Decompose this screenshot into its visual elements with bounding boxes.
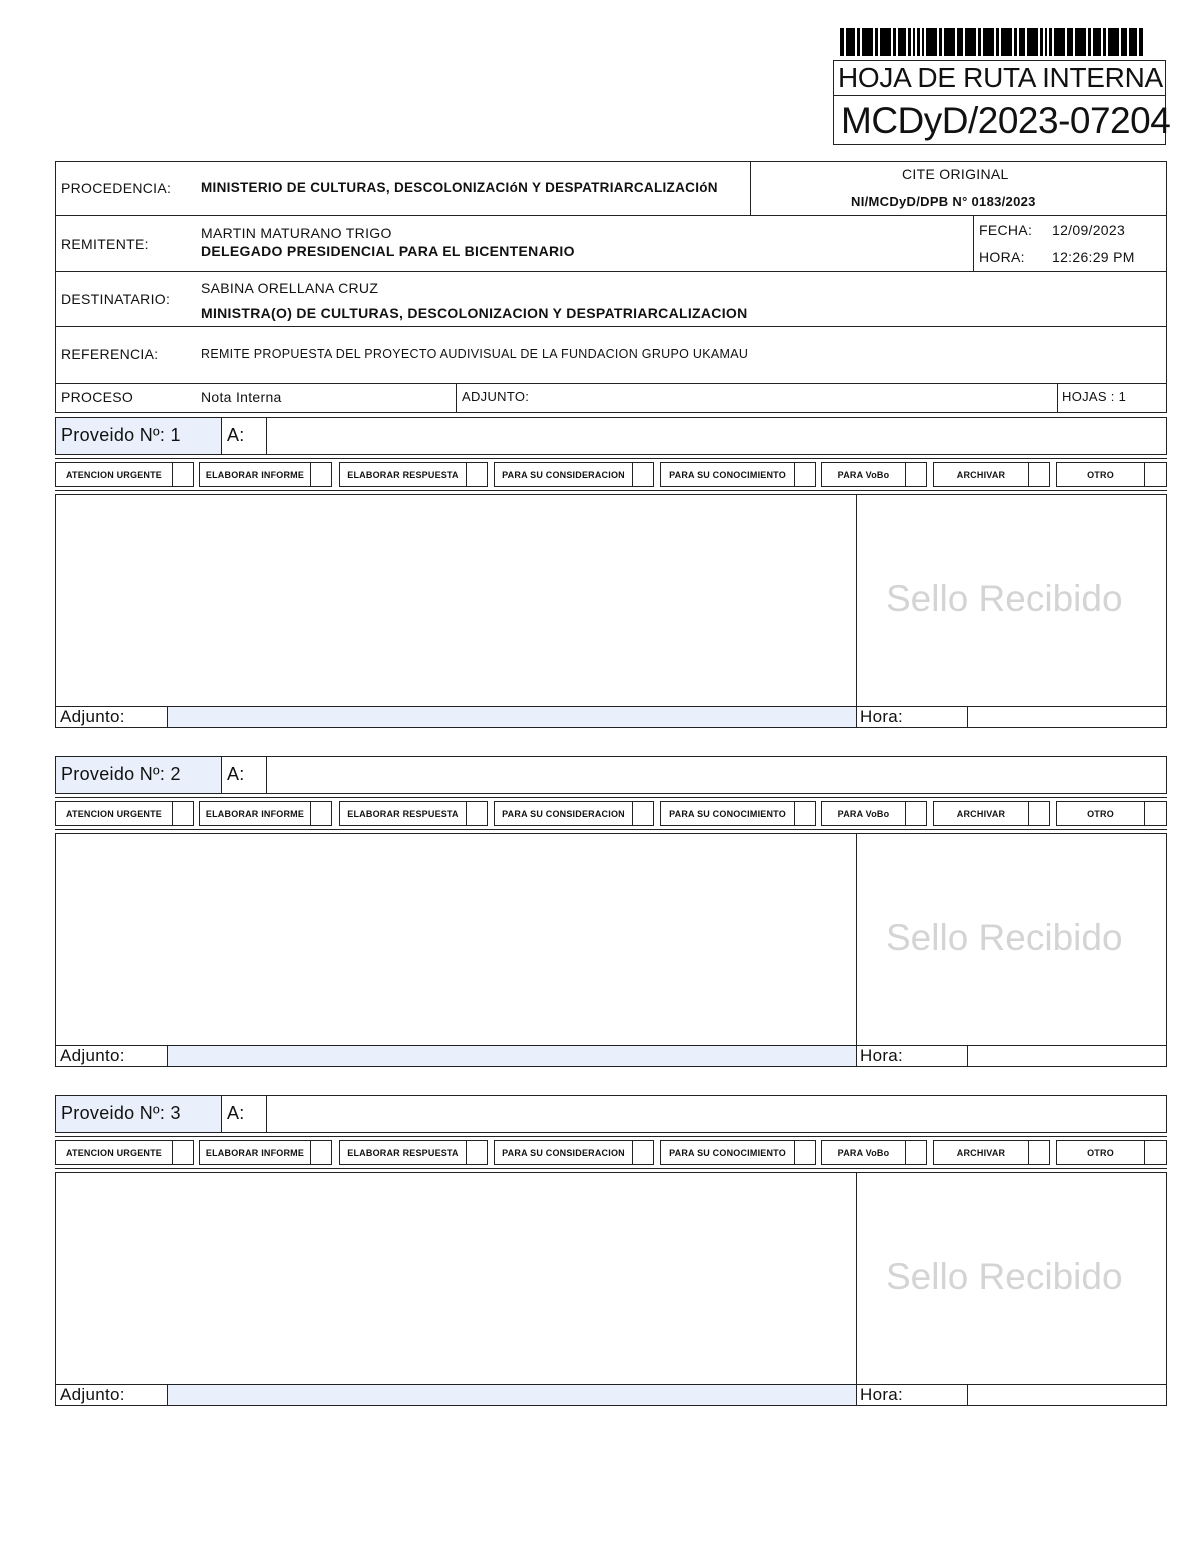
option-label: ARCHIVAR	[956, 470, 1006, 480]
hojas-label: HOJAS : 1	[1062, 389, 1127, 404]
option-label: PARA SU CONOCIMIENTO	[669, 1148, 786, 1158]
proveido-title: Proveido Nº: 2	[61, 764, 181, 784]
option-label: PARA VoBo	[837, 1148, 890, 1158]
option-label: PARA VoBo	[837, 470, 890, 480]
option-label-box	[199, 1140, 311, 1165]
hora-label: Hora:	[860, 1385, 904, 1404]
option-checkbox[interactable]	[172, 462, 194, 487]
destinatario-name: SABINA ORELLANA CRUZ	[201, 280, 379, 296]
option-label: ELABORAR INFORME	[205, 1148, 305, 1158]
option-label: OTRO	[1087, 470, 1114, 480]
option-label-box	[660, 462, 795, 487]
option-checkbox[interactable]	[466, 1140, 488, 1165]
stamp-placeholder: Sello Recibido	[886, 578, 1123, 619]
proveido-a-label: A:	[227, 425, 245, 445]
option-label: PARA SU CONSIDERACION	[502, 1148, 625, 1158]
proveido-notes[interactable]	[55, 833, 857, 1046]
option-label-box	[933, 462, 1029, 487]
options-row	[55, 458, 1167, 490]
option-label-box	[494, 462, 633, 487]
option-label: OTRO	[1087, 809, 1114, 819]
option-label: ELABORAR RESPUESTA	[347, 809, 459, 819]
proveido-block	[55, 1095, 1167, 1407]
proveido-a-field[interactable]	[266, 1095, 1167, 1133]
option-label: ELABORAR RESPUESTA	[347, 1148, 459, 1158]
procedencia-label: PROCEDENCIA:	[61, 180, 172, 196]
option-label: ELABORAR RESPUESTA	[347, 470, 459, 480]
option-label-box	[494, 1140, 633, 1165]
option-label-box	[199, 462, 311, 487]
option-label-box	[339, 1140, 467, 1165]
option-label: ARCHIVAR	[956, 809, 1006, 819]
hora-value: 12:26:29 PM	[1052, 249, 1135, 265]
adjunto-label: Adjunto:	[60, 1385, 125, 1404]
proveido-notes[interactable]	[55, 494, 857, 707]
option-label-box	[1056, 1140, 1145, 1165]
option-checkbox[interactable]	[794, 801, 816, 826]
option-label: ATENCION URGENTE	[65, 470, 163, 480]
option-label-box	[660, 801, 795, 826]
option-label-box	[821, 462, 906, 487]
destinatario-position: MINISTRA(O) DE CULTURAS, DESCOLONIZACION Y DESPATRIARCALIZACION	[201, 305, 748, 321]
option-checkbox[interactable]	[905, 462, 927, 487]
referencia-label: REFERENCIA:	[61, 346, 159, 362]
hora-field[interactable]	[856, 706, 968, 728]
option-checkbox[interactable]	[1028, 801, 1050, 826]
proveido-a-field[interactable]	[266, 756, 1167, 794]
option-checkbox[interactable]	[172, 1140, 194, 1165]
option-label-box	[821, 801, 906, 826]
option-checkbox[interactable]	[1028, 1140, 1050, 1165]
option-label-box	[660, 1140, 795, 1165]
option-checkbox[interactable]	[905, 1140, 927, 1165]
option-checkbox[interactable]	[632, 462, 654, 487]
proveido-block	[55, 756, 1167, 1068]
fecha-label: FECHA:	[979, 222, 1033, 238]
option-label-box	[1056, 801, 1145, 826]
option-label-box	[55, 1140, 173, 1165]
fecha-value: 12/09/2023	[1052, 222, 1126, 238]
adjunto-label: Adjunto:	[60, 1046, 125, 1065]
option-checkbox[interactable]	[794, 1140, 816, 1165]
option-label-box	[933, 1140, 1029, 1165]
option-checkbox[interactable]	[632, 801, 654, 826]
destinatario-label: DESTINATARIO:	[61, 291, 171, 307]
option-label-box	[821, 1140, 906, 1165]
option-label: PARA VoBo	[837, 809, 890, 819]
proveido-a-label: A:	[227, 1103, 245, 1123]
proveido-block	[55, 417, 1167, 729]
option-checkbox[interactable]	[310, 462, 332, 487]
hora-label: Hora:	[860, 1046, 904, 1065]
barcode	[840, 28, 1198, 56]
proveido-a-label: A:	[227, 764, 245, 784]
doc-type-box	[833, 60, 1166, 96]
proceso-label: PROCESO	[61, 389, 134, 405]
option-checkbox[interactable]	[172, 801, 194, 826]
option-checkbox[interactable]	[1144, 801, 1167, 826]
option-checkbox[interactable]	[466, 462, 488, 487]
proveido-title: Proveido Nº: 3	[61, 1103, 181, 1123]
adjunto-field[interactable]	[167, 1384, 857, 1406]
option-label-box	[55, 462, 173, 487]
option-label: PARA SU CONOCIMIENTO	[669, 809, 786, 819]
procedencia-value: MINISTERIO DE CULTURAS, DESCOLONIZACIóN Y DESPATRIARCALIZACIóN	[201, 180, 718, 195]
option-label: OTRO	[1087, 1148, 1114, 1158]
option-label-box	[339, 801, 467, 826]
doc-number-box	[833, 95, 1171, 145]
option-label-box	[199, 801, 311, 826]
proceso-value: Nota Interna	[201, 389, 282, 405]
option-checkbox[interactable]	[310, 801, 332, 826]
option-label: PARA SU CONSIDERACION	[502, 809, 625, 819]
adjunto-label: ADJUNTO:	[462, 389, 530, 404]
hora-label: Hora:	[860, 707, 904, 726]
option-checkbox[interactable]	[1144, 1140, 1167, 1165]
options-row	[55, 1136, 1167, 1168]
proveido-title: Proveido Nº: 1	[61, 425, 181, 445]
option-label-box	[933, 801, 1029, 826]
hora-value-field[interactable]	[967, 706, 1167, 728]
option-checkbox[interactable]	[310, 1140, 332, 1165]
proveido-a-field[interactable]	[266, 417, 1167, 455]
remitente-label: REMITENTE:	[61, 236, 149, 252]
option-label: ELABORAR INFORME	[205, 809, 305, 819]
option-label: PARA SU CONOCIMIENTO	[669, 470, 786, 480]
option-label-box	[1056, 462, 1145, 487]
option-label: ELABORAR INFORME	[205, 470, 305, 480]
options-row	[55, 797, 1167, 829]
cite-original-value: NI/MCDyD/DPB N° 0183/2023	[851, 194, 1036, 209]
option-checkbox[interactable]	[466, 801, 488, 826]
option-label-box	[339, 462, 467, 487]
option-checkbox[interactable]	[632, 1140, 654, 1165]
stamp-placeholder: Sello Recibido	[886, 1256, 1123, 1297]
option-checkbox[interactable]	[794, 462, 816, 487]
option-label: PARA SU CONSIDERACION	[502, 470, 625, 480]
hora-label: HORA:	[979, 249, 1025, 265]
hora-value-field[interactable]	[967, 1045, 1167, 1067]
cite-original-label: CITE ORIGINAL	[902, 166, 1009, 182]
option-label-box	[494, 801, 633, 826]
option-checkbox[interactable]	[1144, 462, 1167, 487]
referencia-value: REMITE PROPUESTA DEL PROYECTO AUDIVISUAL DE LA FUNDACION GRUPO UKAMAU	[201, 347, 749, 361]
remitente-position: DELEGADO PRESIDENCIAL PARA EL BICENTENARIO	[201, 243, 575, 259]
adjunto-field[interactable]	[167, 706, 857, 728]
adjunto-field[interactable]	[167, 1045, 857, 1067]
doc-type-title: HOJA DE RUTA INTERNA	[838, 62, 1163, 93]
stamp-placeholder: Sello Recibido	[886, 917, 1123, 958]
doc-number: MCDyD/2023-07204	[841, 100, 1171, 141]
hora-value-field[interactable]	[967, 1384, 1167, 1406]
remitente-name: MARTIN MATURANO TRIGO	[201, 225, 392, 241]
option-label-box	[55, 801, 173, 826]
option-checkbox[interactable]	[905, 801, 927, 826]
adjunto-label: Adjunto:	[60, 707, 125, 726]
proveido-notes[interactable]	[55, 1172, 857, 1385]
option-label: ATENCION URGENTE	[65, 1148, 163, 1158]
option-checkbox[interactable]	[1028, 462, 1050, 487]
option-label: ATENCION URGENTE	[65, 809, 163, 819]
option-label: ARCHIVAR	[956, 1148, 1006, 1158]
